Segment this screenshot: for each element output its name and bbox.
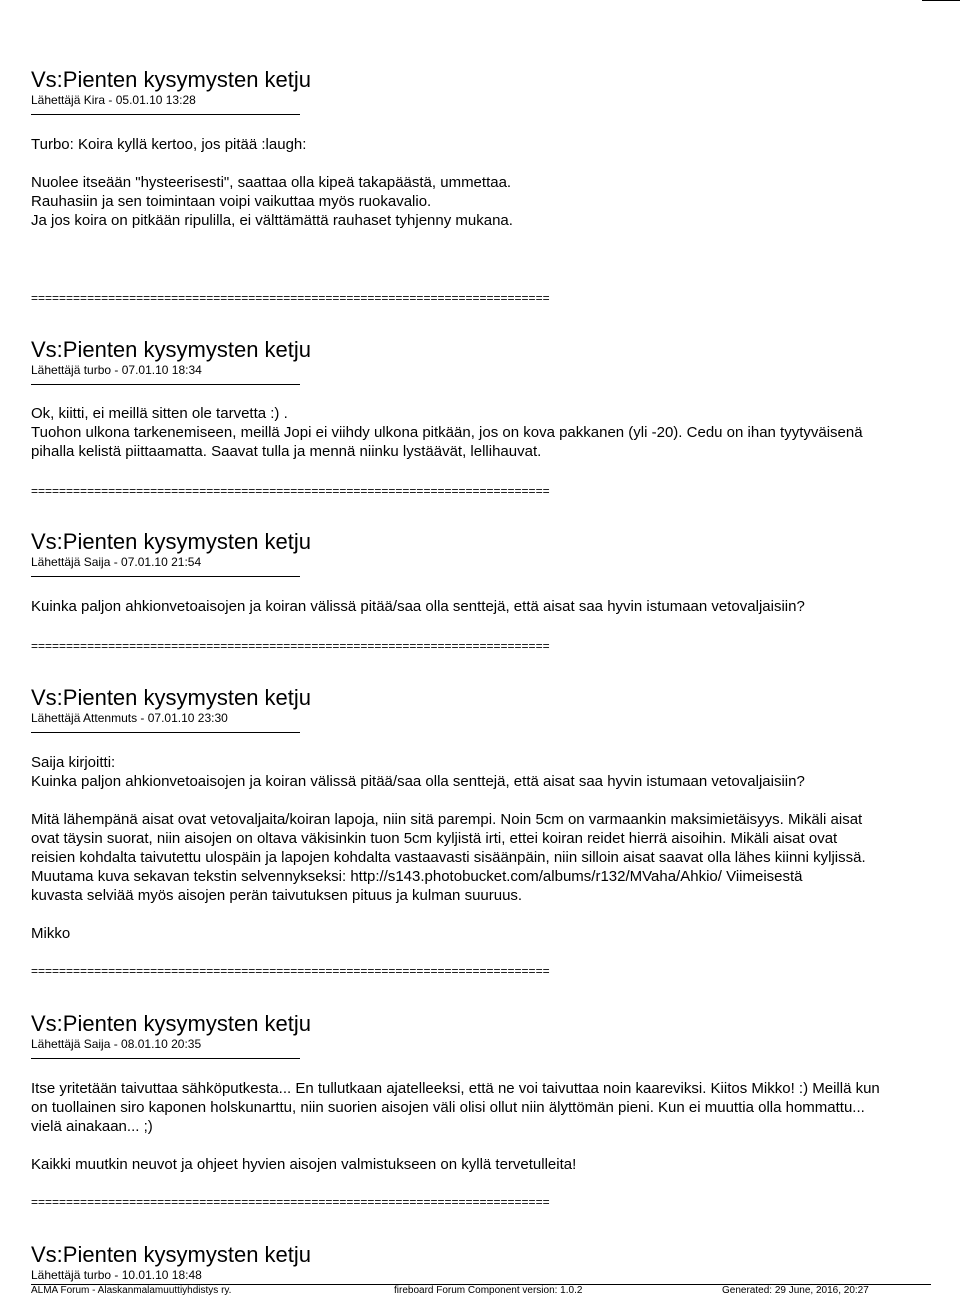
post-meta: Lähettäjä Kira - 05.01.10 13:28 xyxy=(31,93,196,107)
post-line: Nuolee itseään "hysteerisesti", saattaa olla kipeä takapäästä, ummettaa. xyxy=(31,174,512,191)
post-meta: Lähettäjä turbo - 10.01.10 18:48 xyxy=(31,1268,202,1282)
post xyxy=(31,337,960,461)
post-line: on tuollainen siro kaponen holskunarttu, niin suorien aisojen väli olisi ollut niin älyttömän pieni. Kun ei muuttia olla hommattu... xyxy=(31,1099,865,1116)
post-separator: ========================================================================== xyxy=(31,964,550,978)
post xyxy=(31,529,960,616)
post-blank-line xyxy=(31,1136,960,1155)
post-blank-line xyxy=(31,905,960,924)
post-separator: ========================================================================== xyxy=(31,1195,550,1209)
post xyxy=(31,1011,960,1174)
post-title: Vs:Pienten kysymysten ketju xyxy=(31,1242,312,1267)
post-blank-line xyxy=(31,154,960,173)
post-line: Tuohon ulkona tarkenemiseen, meillä Jopi ei viihdy ulkona pitkään, jos on kova pakkanen (yli -20). Cedu on ihan tyytyväisenä xyxy=(31,424,863,441)
post-meta: Lähettäjä Saija - 08.01.10 20:35 xyxy=(31,1037,202,1051)
post-meta: Lähettäjä Attenmuts - 07.01.10 23:30 xyxy=(31,711,228,725)
post-signature: Mikko xyxy=(31,925,71,942)
post-body xyxy=(31,753,960,943)
post-line: Ok, kiitti, ei meillä sitten ole tarvetta :) . xyxy=(31,405,288,422)
footer-site-name: ALMA Forum - Alaskanmalamuuttiyhdistys ry. xyxy=(31,1285,232,1296)
post-title: Vs:Pienten kysymysten ketju xyxy=(31,1011,312,1036)
post-body xyxy=(31,597,960,616)
quote-header: Saija kirjoitti: xyxy=(31,754,116,771)
post-divider xyxy=(31,1058,300,1059)
post-line: Rauhasiin ja sen toimintaan voipi vaikuttaa myös ruokavalio. xyxy=(31,193,432,210)
footer-component-version: fireboard Forum Component version: 1.0.2 xyxy=(394,1285,583,1296)
post-divider xyxy=(31,384,300,385)
page-footer xyxy=(31,1284,931,1297)
post-line: Mitä lähempänä aisat ovat vetovaljaita/koiran lapoja, niin sitä parempi. Noin 5cm on varmaankin maksimietäisyys. Mikäli aisat xyxy=(31,811,863,828)
post-line: pihalla kelistä piittaamatta. Saavat tulla ja mennä niinku lystäävät, lellihauvat. xyxy=(31,443,542,460)
post-line: Turbo: Koira kyllä kertoo, jos pitää :laugh: xyxy=(31,136,307,153)
post-line: reisien kohdalta taivutettu ulospäin ja lapojen kohdalta vastaavasti sisäänpäin, niin silloin aisat saavat olla lähes kiinni kyljissä. xyxy=(31,849,866,866)
post xyxy=(31,1242,960,1282)
post-body xyxy=(31,404,960,461)
footer-generated-date: Generated: 29 June, 2016, 20:27 xyxy=(722,1285,869,1296)
post-divider xyxy=(31,114,300,115)
post-blank-line xyxy=(31,791,960,810)
post-body xyxy=(31,1079,960,1174)
top-edge-rule xyxy=(922,0,960,1)
post-line: Ja jos koira on pitkään ripulilla, ei välttämättä rauhaset tyhjenny mukana. xyxy=(31,212,513,229)
post-title: Vs:Pienten kysymysten ketju xyxy=(31,529,312,554)
post-divider xyxy=(31,732,300,733)
post-line: Kaikki muutkin neuvot ja ohjeet hyvien aisojen valmistukseen on kyllä tervetulleita! xyxy=(31,1156,577,1173)
post-line: vielä ainakaan... ;) xyxy=(31,1118,153,1135)
post-title: Vs:Pienten kysymysten ketju xyxy=(31,685,312,710)
post-title: Vs:Pienten kysymysten ketju xyxy=(31,337,312,362)
post-separator: ========================================================================== xyxy=(31,291,550,305)
post-line: ovat täysin suorat, niin aisojen on oltava väkisinkin tuon 5cm kyljistä irti, ettei koiran reidet hierrä aisoihin. Mikäli aisat ovat xyxy=(31,830,838,847)
post-line: Muutama kuva sekavan tekstin selvennykseksi: http://s143.photobucket.com/albums/r132/MVaha/Ahkio/ Viimeisestä xyxy=(31,868,803,885)
post-line: kuvasta selviää myös aisojen perän taivutuksen pituus ja kulman suuruus. xyxy=(31,887,523,904)
post-meta: Lähettäjä turbo - 07.01.10 18:34 xyxy=(31,363,202,377)
post-body xyxy=(31,135,960,230)
post xyxy=(31,67,960,230)
post-separator: ========================================================================== xyxy=(31,484,550,498)
post-meta: Lähettäjä Saija - 07.01.10 21:54 xyxy=(31,555,202,569)
post-separator: ========================================================================== xyxy=(31,639,550,653)
post-title: Vs:Pienten kysymysten ketju xyxy=(31,67,312,92)
post-divider xyxy=(31,576,300,577)
quote-text: Kuinka paljon ahkionvetoaisojen ja koiran välissä pitää/saa olla senttejä, että aisat saa hyvin istumaan vetovaljaisiin? xyxy=(31,773,805,790)
post-line: Kuinka paljon ahkionvetoaisojen ja koiran välissä pitää/saa olla senttejä, että aisat saa hyvin istumaan vetovaljaisiin? xyxy=(31,598,805,615)
post-line: Itse yritetään taivuttaa sähköputkesta... En tullutkaan ajatelleeksi, että ne voi taivuttaa noin kaareviksi. Kiitos Mikko! :) Meillä kun xyxy=(31,1080,880,1097)
post xyxy=(31,685,960,943)
